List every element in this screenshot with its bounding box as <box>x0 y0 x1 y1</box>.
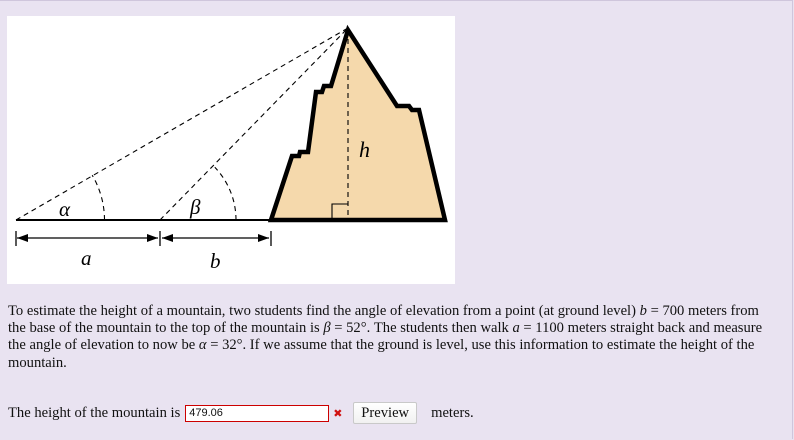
mountain-figure <box>7 16 455 284</box>
problem-text-part-4: = 1100 meters straight back and measure the angle of elevation to now be <box>8 320 763 354</box>
problem-text-part-1: To estimate the height of a mountain, two students find the angle of elevation from a point (at ground level) <box>8 303 640 319</box>
answer-input[interactable] <box>185 405 329 422</box>
beta-label: β <box>190 195 201 219</box>
mountain-shape <box>271 30 445 220</box>
answer-prompt: The height of the mountain is <box>8 404 181 421</box>
dimension-b-arrow-left <box>162 234 173 242</box>
a-label: a <box>81 246 92 270</box>
angle-arc-alpha <box>92 175 104 220</box>
angle-arc-beta <box>215 167 236 220</box>
dimension-b-arrow-right <box>258 234 269 242</box>
problem-statement <box>8 303 778 372</box>
problem-text-part-5: = 32°. If we assume that the ground is level, use this information to estimate the height of the mountain. <box>8 337 755 371</box>
unit-label: meters. <box>431 404 474 421</box>
dimension-a-arrow-left <box>17 234 28 242</box>
preview-button[interactable]: Preview <box>353 402 417 424</box>
dimension-a-arrow-right <box>147 234 158 242</box>
var-alpha: α <box>198 337 207 354</box>
b-label: b <box>210 249 221 273</box>
var-a: a <box>512 320 520 337</box>
mountain-diagram <box>7 16 455 284</box>
h-label: h <box>359 137 370 162</box>
alpha-label: α <box>59 197 71 221</box>
problem-text-part-3: = 52°. The students then walk <box>330 320 513 337</box>
var-b: b <box>639 303 647 319</box>
incorrect-mark-icon: ✖ <box>333 406 343 420</box>
answer-row <box>8 401 474 425</box>
problem-text-part-2: = 700 meters from the base of the mountain to the top of the mountain is <box>8 303 759 337</box>
var-beta: β <box>323 320 331 337</box>
